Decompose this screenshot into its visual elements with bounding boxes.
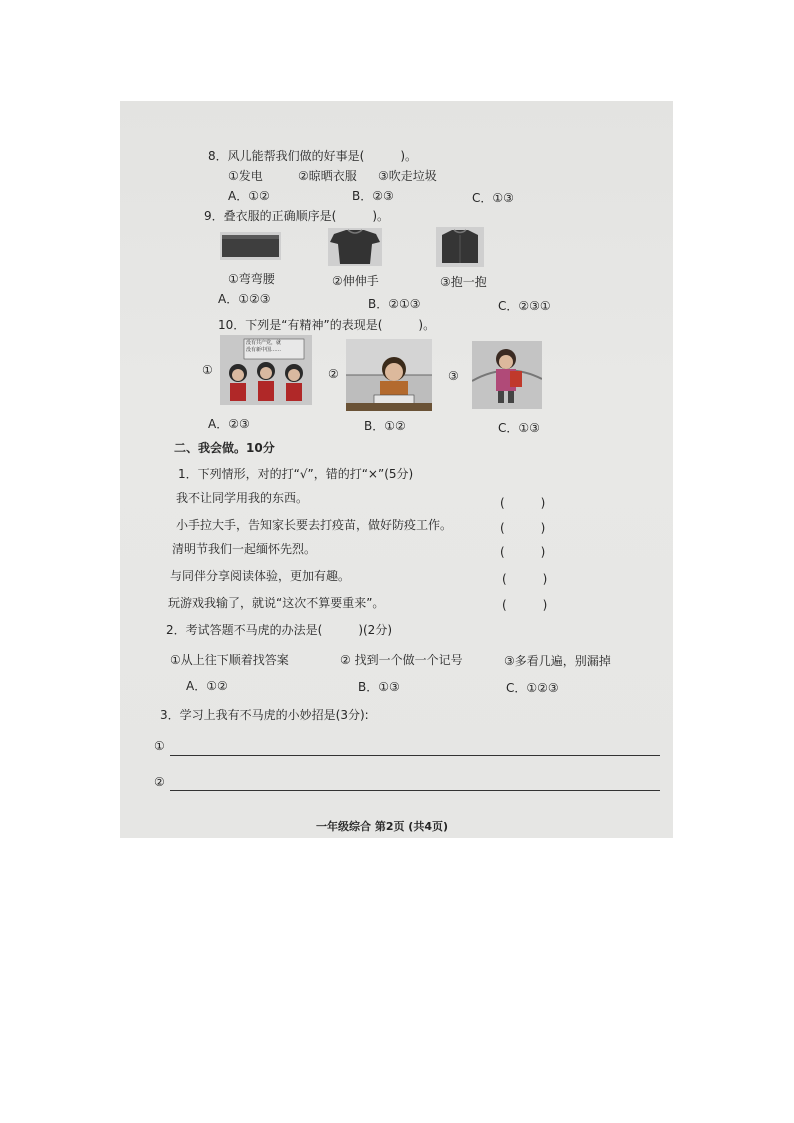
s2-q2-option-c: C．①②③ bbox=[506, 681, 559, 695]
q10-option-b: B．①② bbox=[364, 419, 406, 433]
s2-q1-row-4-bracket: ( ) bbox=[502, 572, 548, 586]
girl-slouching-image bbox=[472, 341, 542, 409]
q8-stem: 8．风儿能帮我们做的好事是( )。 bbox=[208, 149, 417, 163]
q9-option-b: B．②①③ bbox=[368, 297, 421, 311]
q10-marker-1: ① bbox=[202, 363, 213, 377]
sign-text-line-1: 没有共产党，就 bbox=[246, 340, 282, 346]
q9-caption-3: ③抱一抱 bbox=[440, 275, 487, 289]
q9-option-c: C．②③① bbox=[498, 299, 551, 313]
s2-q2-option-b: B．①③ bbox=[358, 680, 400, 694]
s2-q1-stem: 1．下列情形，对的打“√”，错的打“×”(5分) bbox=[178, 467, 414, 481]
s2-q3-blank-1-marker: ① bbox=[154, 739, 165, 753]
q10-marker-2: ② bbox=[328, 367, 339, 381]
s2-q2-item-3: ③多看几遍，别漏掉 bbox=[504, 654, 611, 668]
q8-item-2: ②晾晒衣服 bbox=[298, 169, 357, 183]
q10-stem: 10．下列是“有精神”的表现是( )。 bbox=[218, 318, 436, 332]
q10-option-a: A．②③ bbox=[208, 417, 250, 431]
s2-q3-blank-2-marker: ② bbox=[154, 775, 165, 789]
q9-caption-2: ②伸伸手 bbox=[332, 274, 379, 288]
q8-option-c: C．①③ bbox=[472, 191, 514, 205]
q8-item-3: ③吹走垃圾 bbox=[378, 169, 437, 183]
q8-option-b: B．②③ bbox=[352, 189, 394, 203]
q9-caption-1: ①弯弯腰 bbox=[228, 272, 275, 286]
boy-reading-image bbox=[346, 339, 432, 411]
q10-marker-3: ③ bbox=[448, 369, 459, 383]
s2-q2-option-a: A．①② bbox=[186, 679, 228, 693]
scanned-exam-page bbox=[120, 101, 673, 838]
page-footer: 一年级综合 第2页 (共4页) bbox=[316, 820, 449, 833]
s2-q2-stem: 2．考试答题不马虎的办法是( )(2分) bbox=[166, 623, 392, 637]
q8-item-1: ①发电 bbox=[228, 169, 263, 183]
s2-q1-row-3-text: 清明节我们一起缅怀先烈。 bbox=[172, 542, 317, 556]
s2-q1-row-5-bracket: ( ) bbox=[502, 598, 548, 612]
s2-q3-answer-line-2 bbox=[170, 790, 660, 791]
s2-q1-row-2-bracket: ( ) bbox=[500, 521, 546, 535]
q9-stem: 9．叠衣服的正确顺序是( )。 bbox=[204, 209, 389, 223]
s2-q1-row-5-text: 玩游戏我输了，就说“这次不算要重来”。 bbox=[168, 596, 385, 610]
folded-shirt-image-2 bbox=[328, 228, 382, 266]
section-2-heading: 二、我会做。10分 bbox=[174, 441, 275, 455]
s2-q1-row-3-bracket: ( ) bbox=[500, 545, 546, 559]
s2-q1-row-2-text: 小手拉大手，告知家长要去打疫苗，做好防疫工作。 bbox=[176, 518, 453, 532]
folded-shirt-image-1 bbox=[220, 232, 281, 260]
s2-q1-row-1-bracket: ( ) bbox=[500, 496, 546, 510]
s2-q2-item-1: ①从上往下顺着找答案 bbox=[170, 653, 289, 667]
q8-option-a: A．①② bbox=[228, 189, 270, 203]
s2-q3-stem: 3．学习上我有不马虎的小妙招是(3分): bbox=[160, 708, 369, 722]
sign-text-line-2: 没有新中国…… bbox=[246, 347, 282, 353]
s2-q1-row-1-text: 我不让同学用我的东西。 bbox=[176, 491, 309, 505]
children-singing-image bbox=[220, 335, 312, 405]
s2-q3-answer-line-1 bbox=[170, 755, 660, 756]
q10-option-c: C．①③ bbox=[498, 421, 540, 435]
q9-option-a: A．①②③ bbox=[218, 292, 271, 306]
s2-q1-row-4-text: 与同伴分享阅读体验，更加有趣。 bbox=[170, 569, 351, 583]
s2-q2-item-2: ② 找到一个做一个记号 bbox=[340, 653, 463, 667]
folded-shirt-image-3 bbox=[436, 227, 484, 267]
